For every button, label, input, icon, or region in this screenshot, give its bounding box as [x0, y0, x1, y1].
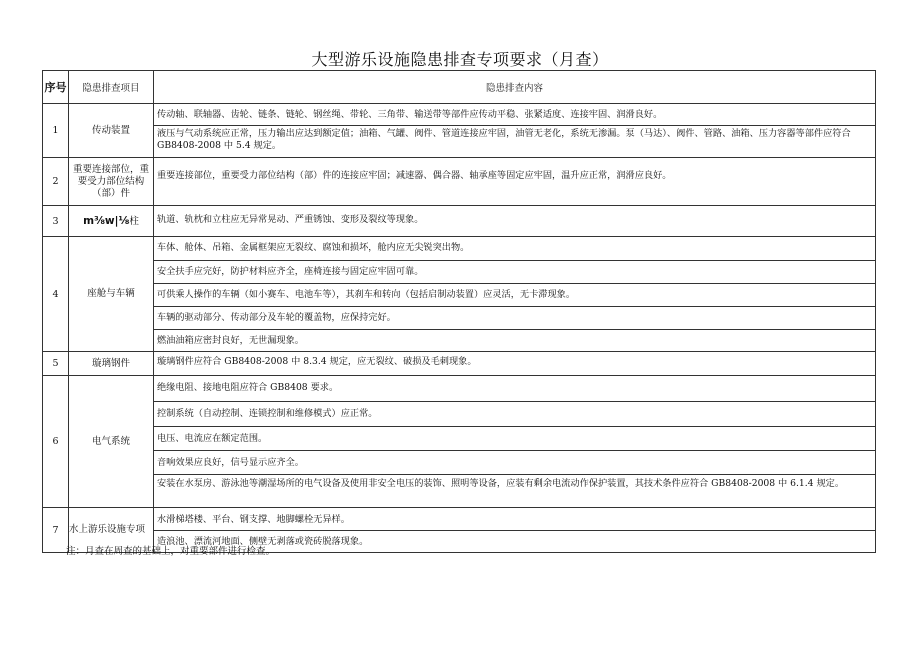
row-content [154, 158, 876, 206]
table-row [43, 237, 876, 352]
row-item: 座舱与车辆 [69, 237, 154, 352]
content-line: 控制系统（自动控制、连锁控制和维修模式）应正常。 [154, 401, 875, 426]
row-item-suffix: 柱 [129, 215, 139, 227]
content-line: 液压与气动系统应正常，压力输出应达到额定值；油箱、气罐、阀件、管道连接应牢固，油管无老化，系统无渗漏。泵（马达）、阀件、管路、油箱、压力容器等部件应符合 GB8408-2008 中 5.4 规定。 [154, 125, 875, 157]
content-line: 重要连接部位，重要受力部位结构（部）件的连接应牢固；减速器、偶合器、轴承座等固定应牢固，温升应正常，润滑应良好。 [157, 169, 672, 181]
table-row [43, 376, 876, 508]
row-no: 4 [43, 237, 69, 352]
row-content [154, 104, 876, 158]
row-content [154, 206, 876, 237]
content-line: 车辆的驱动部分、传动部分及车轮的覆盖物，应保持完好。 [154, 306, 875, 329]
row-item-glyphs: m⅜w|⅛ [83, 214, 130, 227]
content-line: 造浪池、漂流河地面、侧壁无剥落或瓷砖脱落现象。 [154, 530, 875, 552]
content-line: 安装在水泵房、游泳池等潮湿场所的电气设备及使用非安全电压的装饰、照明等设备，应装有剩余电流动作保护装置，其技术条件应符合 GB8408-2008 中 6.1.4 规定。 [154, 474, 875, 507]
content-line: 绝缘电阻、接地电阻应符合 GB8408 要求。 [157, 382, 339, 393]
header-item: 隐患排查项目 [69, 71, 154, 104]
row-item: 重要连接部位，重要受力部位结构（部）件 [69, 158, 154, 206]
table-row [43, 104, 876, 158]
content-line: 电压、电流应在额定范围。 [154, 426, 875, 450]
inspection-table [42, 70, 876, 553]
content-line: 传动轴、联轴器、齿轮、链条、链轮、钢丝绳、带轮、三角带、输送带等部件应传动平稳、张紧适度、连接牢固、润滑良好。 [157, 109, 663, 120]
page-title: 大型游乐设施隐患排查专项要求（月查） [311, 50, 609, 69]
table-header-row [43, 71, 876, 104]
row-no: 2 [43, 158, 69, 206]
content-line: 车体、舱体、吊箱、金属框架应无裂纹、腐蚀和损坏，舱内应无尖锐突出物。 [157, 242, 470, 253]
content-line: 水滑梯塔楼、平台、钢支撑、地脚螺栓无异样。 [157, 514, 350, 525]
table-row [43, 206, 876, 237]
content-line: 安全扶手应完好，防护材料应齐全，座椅连接与固定应牢固可靠。 [154, 260, 875, 283]
content-line: 可供乘人操作的车辆（如小赛车、电池车等），其刹车和转向（包括启制动装置）应灵活，无卡滞现象。 [154, 283, 875, 306]
row-content [154, 376, 876, 508]
row-no: 5 [43, 352, 69, 376]
row-item [69, 206, 154, 237]
content-line: 轨道、轨枕和立柱应无异常晃动、严重锈蚀、变形及裂纹等现象。 [157, 214, 424, 225]
row-item: 水上游乐设施专项 [69, 508, 154, 553]
row-content [154, 237, 876, 352]
row-content [154, 352, 876, 376]
header-no: 序号 [43, 71, 69, 104]
footnote: 注：月查在周查的基础上，对重要部件进行检查。 [66, 546, 276, 557]
row-item: 璇璃钢件 [69, 352, 154, 376]
content-line: 燃油油箱应密封良好，无世漏现象。 [154, 329, 875, 351]
row-no: 6 [43, 376, 69, 508]
content-line: 璇璃钢件应符合 GB8408-2008 中 8.3.4 规定，应无裂纹、破损及毛刺现象。 [157, 355, 477, 367]
row-no: 7 [43, 508, 69, 553]
row-item: 传动装置 [69, 104, 154, 158]
table-row [43, 352, 876, 376]
row-item: 电气系统 [69, 376, 154, 508]
row-no: 1 [43, 104, 69, 158]
content-line: 音响效果应良好，信号显示应齐全。 [154, 450, 875, 474]
header-content: 隐患排查内容 [154, 71, 876, 104]
table-row [43, 158, 876, 206]
row-no: 3 [43, 206, 69, 237]
